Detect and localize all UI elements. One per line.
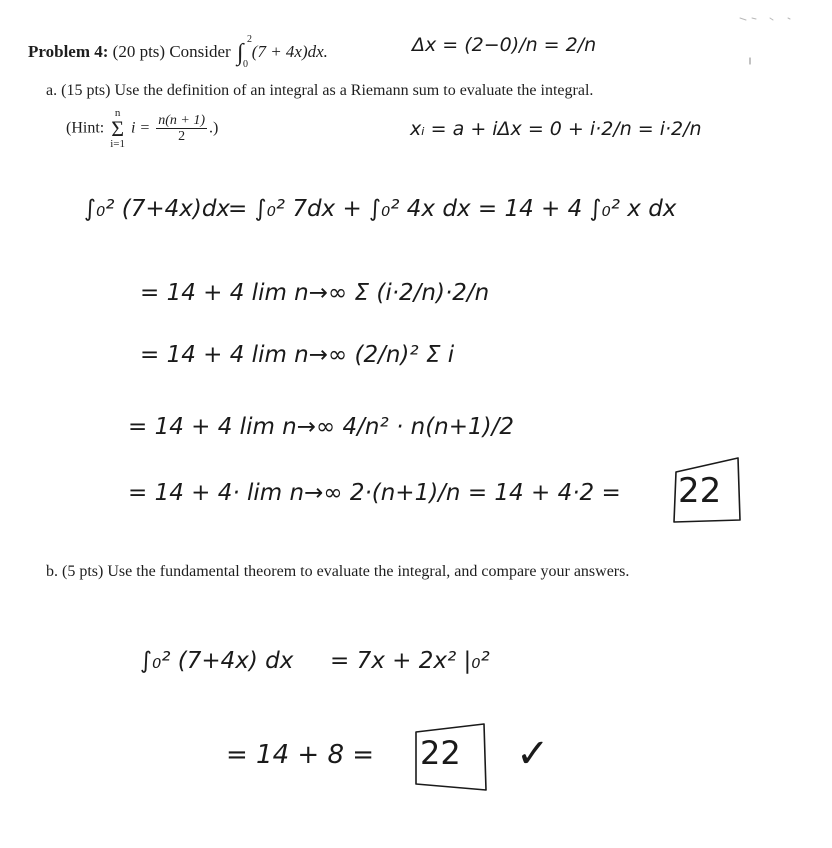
integral-lower-limit: 0 [242, 59, 248, 71]
part-b-text [46, 563, 629, 581]
hw-part-b-lhs: ∫₀² (7+4x) dx [140, 648, 294, 674]
hw-line1-rhs: = ∫₀² 7dx + ∫₀² 4x dx = 14 + 4 ∫₀² x dx [228, 196, 677, 222]
part-b-label: b. [46, 563, 58, 580]
integral-symbol: ∫ 2 0 [236, 34, 252, 71]
sum-upper: n [114, 107, 121, 119]
problem-label: Problem 4: [28, 42, 109, 62]
hw-x-i: xᵢ = a + iΔx = 0 + i·2/n = i·2/n [410, 118, 702, 140]
sum-lower: i=1 [110, 137, 125, 150]
check-mark-icon: ✓ [516, 731, 550, 777]
scan-mark-icon [740, 18, 790, 20]
part-a-label: a. [46, 82, 58, 99]
hw-answer-b: 22 [420, 734, 461, 772]
part-a-prompt: (15 pts) Use the definition of an integral as a Riemann sum to evaluate the integral. [61, 82, 594, 99]
hw-line4: = 14 + 4 lim n→∞ 4/n² · n(n+1)/2 [128, 414, 515, 440]
hw-part-b-line2: = 14 + 8 = [226, 740, 375, 770]
hw-line1-lhs: ∫₀² (7+4x)dx [84, 196, 231, 222]
hint-term: i = [130, 119, 151, 137]
problem-points: (20 pts) Consider [112, 42, 231, 62]
part-a-text [46, 82, 593, 100]
hint-fraction [156, 113, 207, 145]
hw-line5: = 14 + 4· lim n→∞ 2·(n+1)/n = 14 + 4·2 = [128, 480, 621, 506]
hint [66, 108, 218, 150]
integral-upper-limit: 2 [246, 34, 252, 45]
sum-symbol: n Σ i=1 [110, 107, 125, 150]
hw-part-b-rhs: = 7x + 2x² |₀² [330, 648, 490, 674]
hint-denominator: 2 [178, 129, 186, 145]
hw-line3: = 14 + 4 lim n→∞ (2/n)² Σ i [140, 342, 455, 368]
problem-header [28, 34, 328, 71]
hw-answer-a: 22 [678, 471, 722, 511]
problem-integrand: (7 + 4x)dx. [251, 42, 328, 62]
hw-line2: = 14 + 4 lim n→∞ Σ (i·2/n)·2/n [140, 280, 490, 306]
hint-numerator: n(n + 1) [158, 113, 206, 129]
hw-delta-x: Δx = (2−0)/n = 2/n [412, 34, 597, 56]
hint-prefix: (Hint: [66, 119, 105, 137]
hint-suffix: .) [209, 119, 219, 137]
part-b-prompt: (5 pts) Use the fundamental theorem to evaluate the integral, and compare your answers. [62, 563, 630, 580]
